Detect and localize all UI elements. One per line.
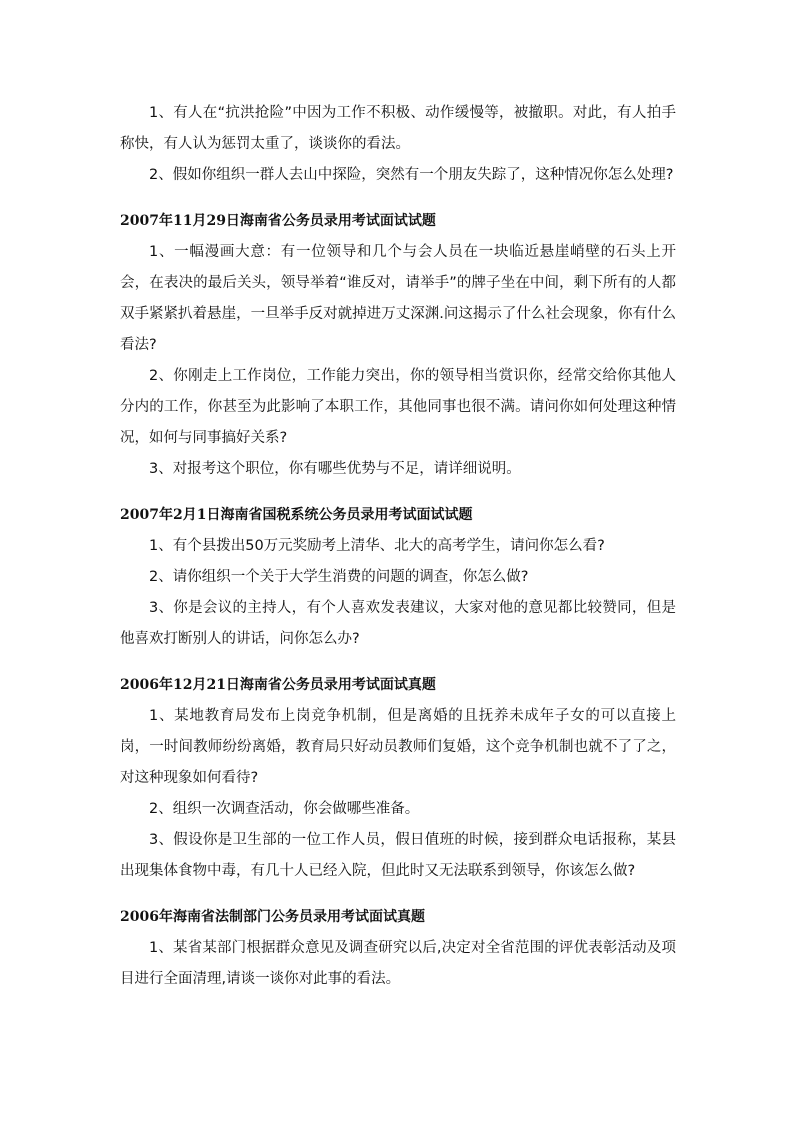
section-heading: 2007年2月1日海南省国税系统公务员录用考试面试试题 bbox=[120, 507, 473, 523]
question-paragraph: 1、有人在“抗洪抢险”中因为工作不积极、动作缓慢等，被撤职。对此，有人拍手称快，有人认为惩罚太重了，谈谈你的看法。 bbox=[120, 105, 676, 152]
question-paragraph: 2、组织一次调查活动，你会做哪些准备。 bbox=[149, 801, 420, 817]
exam-section bbox=[120, 206, 676, 485]
section-heading: 2006年12月21日海南省公务员录用考试面试真题 bbox=[120, 677, 436, 693]
question-paragraph: 1、有个县拨出50万元奖励考上清华、北大的高考学生，请问你怎么看? bbox=[149, 538, 605, 554]
intro-questions bbox=[120, 98, 676, 191]
question-paragraph: 1、一幅漫画大意：有一位领导和几个与会人员在一块临近悬崖峭壁的石头上开会，在表决的最后关头，领导举着“谁反对，请举手”的牌子坐在中间，剩下所有的人都双手紧紧扒着悬崖，一旦举手反对就掉进万丈深渊.问这揭示了什么社会现象，你有什么看法? bbox=[120, 244, 676, 353]
question-paragraph: 2、请你组织一个关于大学生消费的问题的调查，你怎么做? bbox=[149, 569, 529, 585]
document-content bbox=[120, 98, 676, 995]
question-paragraph: 1、某地教育局发布上岗竞争机制，但是离婚的且抚养未成年子女的可以直接上岗，一时间教师纷纷离婚，教育局只好动员教师们复婚，这个竞争机制也就不了了之，对这种现象如何看待? bbox=[120, 708, 676, 786]
question-paragraph: 1、某省某部门根据群众意见及调查研究以后,决定对全省范围的评优表彰活动及项目进行全面清理,请谈一谈你对此事的看法。 bbox=[120, 940, 676, 987]
exam-section bbox=[120, 500, 676, 655]
exam-section bbox=[120, 670, 676, 887]
section-heading: 2007年11月29日海南省公务员录用考试面试试题 bbox=[120, 213, 436, 229]
question-paragraph: 3、你是会议的主持人，有个人喜欢发表建议，大家对他的意见都比较赞同，但是他喜欢打断别人的讲话，问你怎么办? bbox=[120, 600, 676, 647]
exam-section bbox=[120, 902, 676, 995]
section-heading: 2006年海南省法制部门公务员录用考试面试真题 bbox=[120, 909, 425, 925]
question-paragraph: 3、假设你是卫生部的一位工作人员，假日值班的时候，接到群众电话报称，某县出现集体食物中毒，有几十人已经入院，但此时又无法联系到领导，你该怎么做? bbox=[120, 832, 676, 879]
question-paragraph: 2、你刚走上工作岗位，工作能力突出，你的领导相当赏识你，经常交给你其他人分内的工作，你甚至为此影响了本职工作，其他同事也很不满。请问你如何处理这种情况，如何与同事搞好关系? bbox=[120, 368, 676, 446]
question-paragraph: 2、假如你组织一群人去山中探险，突然有一个朋友失踪了，这种情况你怎么处理? bbox=[149, 167, 674, 183]
question-paragraph: 3、对报考这个职位，你有哪些优势与不足，请详细说明。 bbox=[149, 461, 521, 477]
